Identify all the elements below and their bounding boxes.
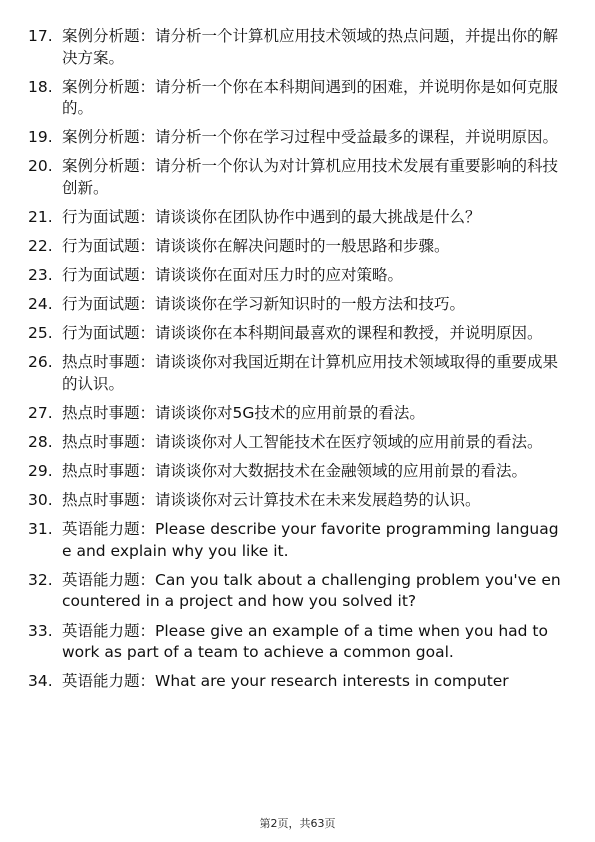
question-text: 英语能力题：Please describe your favorite programming language and explain why you like it. — [62, 520, 559, 560]
question-item — [28, 432, 563, 454]
question-number: 18. — [28, 77, 53, 96]
question-text: 热点时事题：请谈谈你对5G技术的应用前景的看法。 — [62, 403, 425, 422]
question-text: 行为面试题：请谈谈你在本科期间最喜欢的课程和教授，并说明原因。 — [62, 324, 543, 343]
question-number: 30. — [28, 491, 53, 510]
question-number: 28. — [28, 433, 53, 452]
question-number: 33. — [28, 621, 53, 640]
question-text: 热点时事题：请谈谈你对云计算技术在未来发展趋势的认识。 — [62, 491, 481, 510]
question-item — [28, 156, 563, 199]
page-footer — [0, 815, 595, 831]
question-item — [28, 461, 563, 483]
question-item — [28, 294, 563, 316]
question-number: 34. — [28, 672, 53, 691]
question-item — [28, 207, 563, 229]
question-text: 英语能力题：What are your research interests in computer — [62, 672, 509, 691]
question-text: 行为面试题：请谈谈你在学习新知识时的一般方法和技巧。 — [62, 295, 466, 314]
question-number: 24. — [28, 295, 53, 314]
question-text: 行为面试题：请谈谈你在团队协作中遇到的最大挑战是什么？ — [62, 207, 481, 226]
question-text: 案例分析题：请分析一个你认为对计算机应用技术发展有重要影响的科技创新。 — [62, 157, 559, 197]
question-text: 英语能力题：Please give an example of a time when you had to work as part of a team to achieve a common goal. — [62, 621, 548, 661]
question-text: 行为面试题：请谈谈你在面对压力时的应对策略。 — [62, 266, 404, 285]
question-text: 案例分析题：请分析一个你在本科期间遇到的困难，并说明你是如何克服的。 — [62, 77, 559, 118]
question-number: 20. — [28, 157, 53, 176]
page-number-label: 第2页，共63页 — [259, 817, 336, 830]
question-item — [28, 490, 563, 512]
question-text: 案例分析题：请分析一个计算机应用技术领域的热点问题，并提出你的解决方案。 — [62, 27, 559, 67]
question-number: 19. — [28, 128, 53, 147]
question-text: 英语能力题：Can you talk about a challenging problem you've encountered in a project and how you solved it? — [62, 570, 561, 611]
question-item — [28, 671, 563, 693]
question-number: 27. — [28, 403, 53, 422]
question-number: 23. — [28, 266, 53, 285]
question-number: 25. — [28, 324, 53, 343]
question-item — [28, 127, 563, 149]
question-item — [28, 26, 563, 69]
question-number: 32. — [28, 570, 53, 589]
question-item — [28, 621, 563, 664]
question-number: 26. — [28, 353, 53, 372]
question-number: 21. — [28, 207, 53, 226]
question-text: 热点时事题：请谈谈你对大数据技术在金融领域的应用前景的看法。 — [62, 462, 528, 481]
question-item — [28, 403, 563, 425]
question-item — [28, 265, 563, 287]
question-number: 17. — [28, 27, 53, 45]
question-item — [28, 352, 563, 395]
question-number: 22. — [28, 236, 53, 255]
question-item — [28, 77, 563, 120]
question-item — [28, 236, 563, 258]
question-text: 行为面试题：请谈谈你在解决问题时的一般思路和步骤。 — [62, 236, 450, 255]
question-item — [28, 323, 563, 345]
question-list — [28, 26, 563, 700]
question-text: 热点时事题：请谈谈你对人工智能技术在医疗领域的应用前景的看法。 — [62, 433, 543, 452]
question-number: 31. — [28, 520, 53, 539]
question-text: 热点时事题：请谈谈你对我国近期在计算机应用技术领域取得的重要成果的认识。 — [62, 353, 559, 393]
question-number: 29. — [28, 462, 53, 481]
question-item — [28, 570, 563, 613]
question-text: 案例分析题：请分析一个你在学习过程中受益最多的课程，并说明原因。 — [62, 128, 559, 147]
question-item — [28, 519, 563, 562]
